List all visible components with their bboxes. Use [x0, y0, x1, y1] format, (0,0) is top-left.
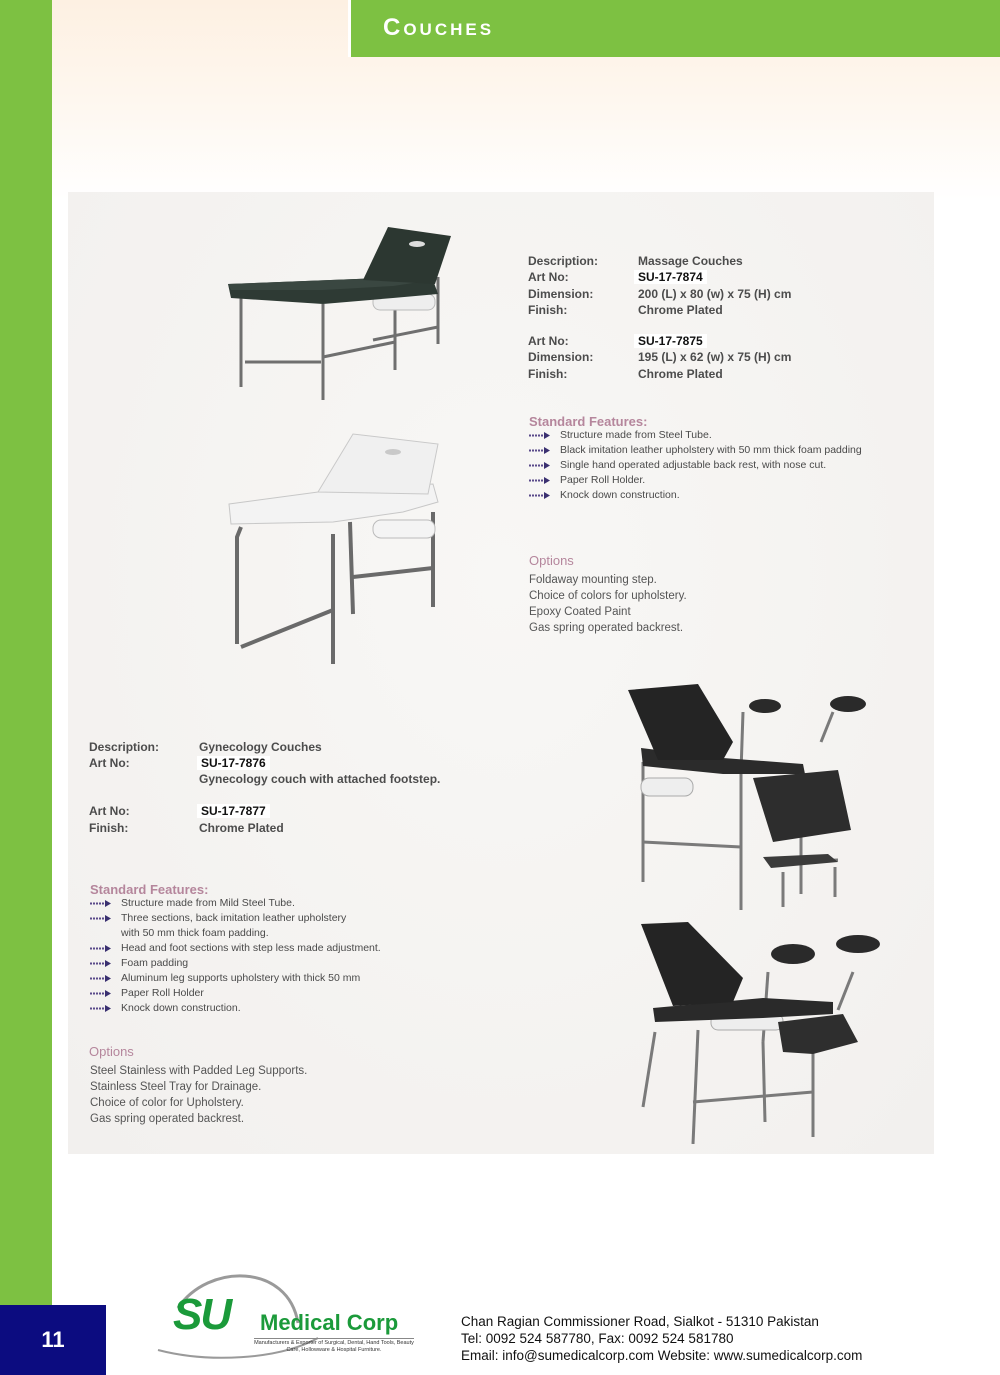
list-item: Foldaway mounting step. [529, 574, 657, 586]
arrow-right-icon [529, 477, 550, 484]
address: Chan Ragian Commissioner Road, Sialkot - 51310 Pakistan [461, 1314, 819, 1329]
list-item: Structure made from Steel Tube. [529, 428, 862, 443]
gyne-features-heading: Standard Features: [90, 882, 209, 897]
massage-features-list [529, 428, 862, 503]
phone-fax: Tel: 0092 524 587780, Fax: 0092 524 581780 [461, 1331, 734, 1346]
list-item: Steel Stainless with Padded Leg Supports. [90, 1065, 308, 1077]
art-number: SU-17-7874 [634, 270, 707, 284]
arrow-right-icon [90, 990, 111, 997]
list-item: Aluminum leg supports upholstery with thick 50 mm [90, 971, 381, 986]
gynecology-couch-image-1 [623, 682, 883, 912]
list-item: Knock down construction. [529, 488, 862, 503]
list-item: Stainless Steel Tray for Drainage. [90, 1081, 262, 1093]
logo-tagline: Manufacturers & Exporter of Surgical, Dental, Hand Tools, Beauty Care, Hollowware & Hospital Furniture. [254, 1340, 414, 1353]
email-website: Email: info@sumedicalcorp.com Website: www.sumedicalcorp.com [461, 1348, 863, 1363]
massage-features-heading: Standard Features: [529, 414, 648, 429]
list-item: Knock down construction. [90, 1001, 381, 1016]
art-number: SU-17-7877 [197, 804, 270, 818]
list-item: Foam padding [90, 956, 381, 971]
gyne-options-heading: Options [89, 1044, 134, 1059]
list-item: Paper Roll Holder [90, 986, 381, 1001]
arrow-right-icon [529, 432, 550, 439]
catalog-panel: Description: Massage Couches Art No: SU-17-7874 Dimension: 200 (L) x 80 (w) x 75 (H) cm Finish: Chrome Plated Art No: SU-17-7875 Dimension: 195 (L) x 62 (w) x 75 (H) cm Finish: Chrome Plated Standard Features: Structure made from Steel Tube. Black imitation leather upholstery with 50 mm thick foam padding Single hand operated adjustable back rest, with nose cut. Paper Roll Holder. Knock down construction. Options Foldaway mounting step. Choice of colors for upholstery. Epoxy Coated Paint Gas spring operated backrest. Description: Gynecology Couches Art No: SU-17-7876 Gynecology couch with attached footstep. Art No: SU-17-7877 Finish: Chrome Plated Standard Features: Structure made from Mild Steel Tube. Three sections, back imitation leather upholstery with 50 mm thick foam padding. Head and foot sections with step less made adjustment. Foam padding Aluminum leg supports upholstery with thick 50 mm Paper Roll Holder Knock down construction. Options Steel Stainless with Padded Leg Supports. Stainless Steel Tray for Drainage. Choice of color for Upholstery. Gas spring operated backrest. [68, 192, 934, 1154]
list-item: Gas spring operated backrest. [529, 622, 684, 634]
massage-options-heading: Options [529, 553, 574, 568]
gyne-features-list [90, 896, 381, 1016]
massage-options-list [529, 572, 687, 636]
list-item: Gas spring operated backrest. [90, 1113, 245, 1125]
page-number: 11 [0, 1305, 106, 1375]
list-item: Paper Roll Holder. [529, 473, 862, 488]
list-item: Structure made from Mild Steel Tube. [90, 896, 381, 911]
list-item: Choice of color for Upholstery. [90, 1097, 244, 1109]
list-item: Black imitation leather upholstery with 50 mm thick foam padding [529, 443, 862, 458]
page-title: Couches [383, 14, 495, 41]
gyne-options-list [90, 1063, 307, 1127]
list-item: Choice of colors for upholstery. [529, 590, 687, 602]
list-item: Head and foot sections with step less made adjustment. [90, 941, 381, 956]
logo-name: Medical Corp [260, 1310, 399, 1335]
arrow-right-icon [90, 900, 111, 907]
arrow-right-icon [90, 945, 111, 952]
massage-couch-black-image [223, 222, 453, 402]
massage-couch-white-image [223, 432, 453, 672]
list-item: Three sections, back imitation leather upholstery [90, 911, 381, 926]
company-logo [148, 1268, 418, 1364]
arrow-right-icon [90, 1005, 111, 1012]
art-number: SU-17-7876 [197, 756, 270, 770]
arrow-right-icon [90, 915, 111, 922]
arrow-right-icon [529, 462, 550, 469]
arrow-right-icon [90, 975, 111, 982]
arrow-right-icon [529, 492, 550, 499]
arrow-right-icon [529, 447, 550, 454]
list-item: Single hand operated adjustable back rest, with nose cut. [529, 458, 862, 473]
arrow-right-icon [90, 960, 111, 967]
gynecology-couch-image-2 [633, 922, 893, 1144]
logo-mark: SU [173, 1290, 231, 1339]
title-banner [348, 0, 1000, 57]
art-number: SU-17-7875 [634, 334, 707, 348]
contact-info [461, 1313, 862, 1364]
left-green-bar [0, 0, 52, 1305]
list-item: with 50 mm thick foam padding. [121, 927, 269, 939]
list-item: Epoxy Coated Paint [529, 606, 631, 618]
